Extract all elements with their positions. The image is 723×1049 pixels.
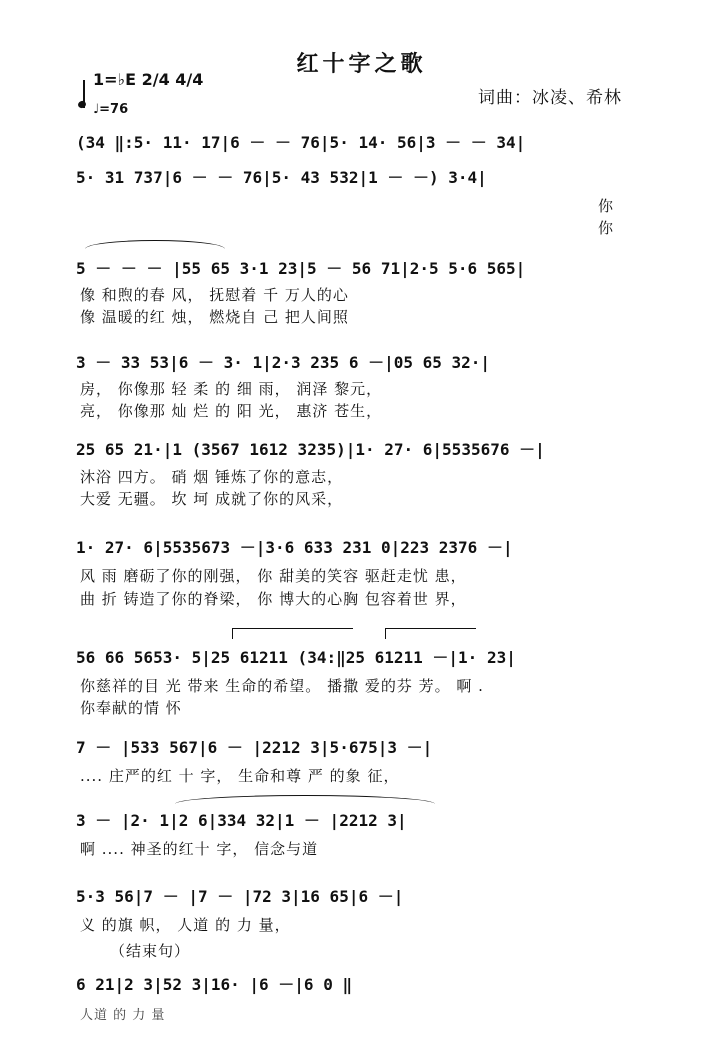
lyric-line-10: 义 的旗 帜， 人道 的 力 量， (80, 916, 291, 934)
lyric-line-2a: 你 (598, 197, 615, 215)
lyric-line-7b: 你奉献的情 怀 (80, 699, 182, 717)
volta-1 (232, 628, 353, 639)
music-line-5: 25 65 21·|1 (3567 1612 3235)|1· 27· 6|5535676 －| (76, 440, 545, 459)
music-line-2: 5· 31 737|6 － － 76|5· 43 532|1 － －) 3·4| (76, 168, 487, 187)
page-title: 红十字之歌 (296, 51, 427, 77)
lyric-line-4a: 房， 你像那 轻 柔 的 细 雨， 润泽 黎元， (80, 380, 383, 398)
lyric-line-4b: 亮， 你像那 灿 烂 的 阳 光， 惠济 苍生， (80, 402, 383, 420)
music-line-11: 6 21|2 3|52 3|16· |6 －|6 0 ‖ (76, 975, 353, 994)
composer-credit: 词曲：冰凌、希林 (478, 88, 622, 108)
lyric-line-6a: 风 雨 磨砺了你的刚强， 你 甜美的笑容 驱赶走忧 患， (80, 567, 467, 585)
lyric-line-6b: 曲 折 铸造了你的脊梁， 你 博大的心胸 包容着世 界， (80, 590, 467, 608)
music-line-6: 1· 27· 6|5535673 －|3·6 633 231 0|223 2376 －| (76, 538, 513, 557)
music-line-9: 3 － |2· 1|2 6|334 32|1 － |2212 3| (76, 811, 407, 830)
lyric-line-7a: 你慈祥的目 光 带来 生命的希望。 播撒 爱的芬 芳。 啊 . (80, 677, 484, 695)
lyric-line-5b: 大爱 无疆。 坎 坷 成就了你的风采， (80, 490, 344, 508)
tempo-marking: ♩=76 (93, 102, 129, 117)
music-line-7: 56 66 5653· 5|25 61211 (34:‖25 61211 －|1· 23| (76, 648, 516, 667)
ending-label: （结束句） (110, 942, 191, 960)
slur (175, 795, 435, 804)
lyric-line-3b: 像 温暖的红 烛， 燃烧自 己 把人间照 (80, 308, 349, 326)
music-line-3: 5 － － － |55 65 3·1 23|5 － 56 71|2·5 5·6 565| (76, 259, 526, 278)
lyric-line-2b: 你 (598, 219, 615, 237)
quarter-note-head-icon (77, 100, 87, 109)
music-line-8: 7 － |533 567|6 － |2212 3|5·675|3 －| (76, 738, 433, 757)
music-line-10: 5·3 56|7 － |7 － |72 3|16 65|6 －| (76, 887, 404, 906)
lyric-line-3a: 像 和煦的春 风， 抚慰着 千 万人的心 (80, 286, 349, 304)
lyric-line-5a: 沐浴 四方。 硝 烟 锤炼了你的意志， (80, 468, 344, 486)
music-line-4: 3 － 33 53|6 － 3· 1|2·3 235 6 －|05 65 32·| (76, 353, 491, 372)
key-signature: 1=♭E 2/4 4/4 (93, 70, 204, 89)
lyric-line-11: 人道 的 力 量 (80, 1008, 166, 1023)
lyric-line-8: .... 庄严的红 十 字， 生命和尊 严 的象 征， (80, 767, 400, 785)
slur (85, 240, 225, 249)
music-line-1: (34 ‖:5· 11· 17|6 － － 76|5· 14· 56|3 － － 34| (76, 133, 526, 152)
lyric-line-9: 啊 .... 神圣的红十 字， 信念与道 (80, 840, 319, 858)
volta-2 (385, 628, 476, 639)
